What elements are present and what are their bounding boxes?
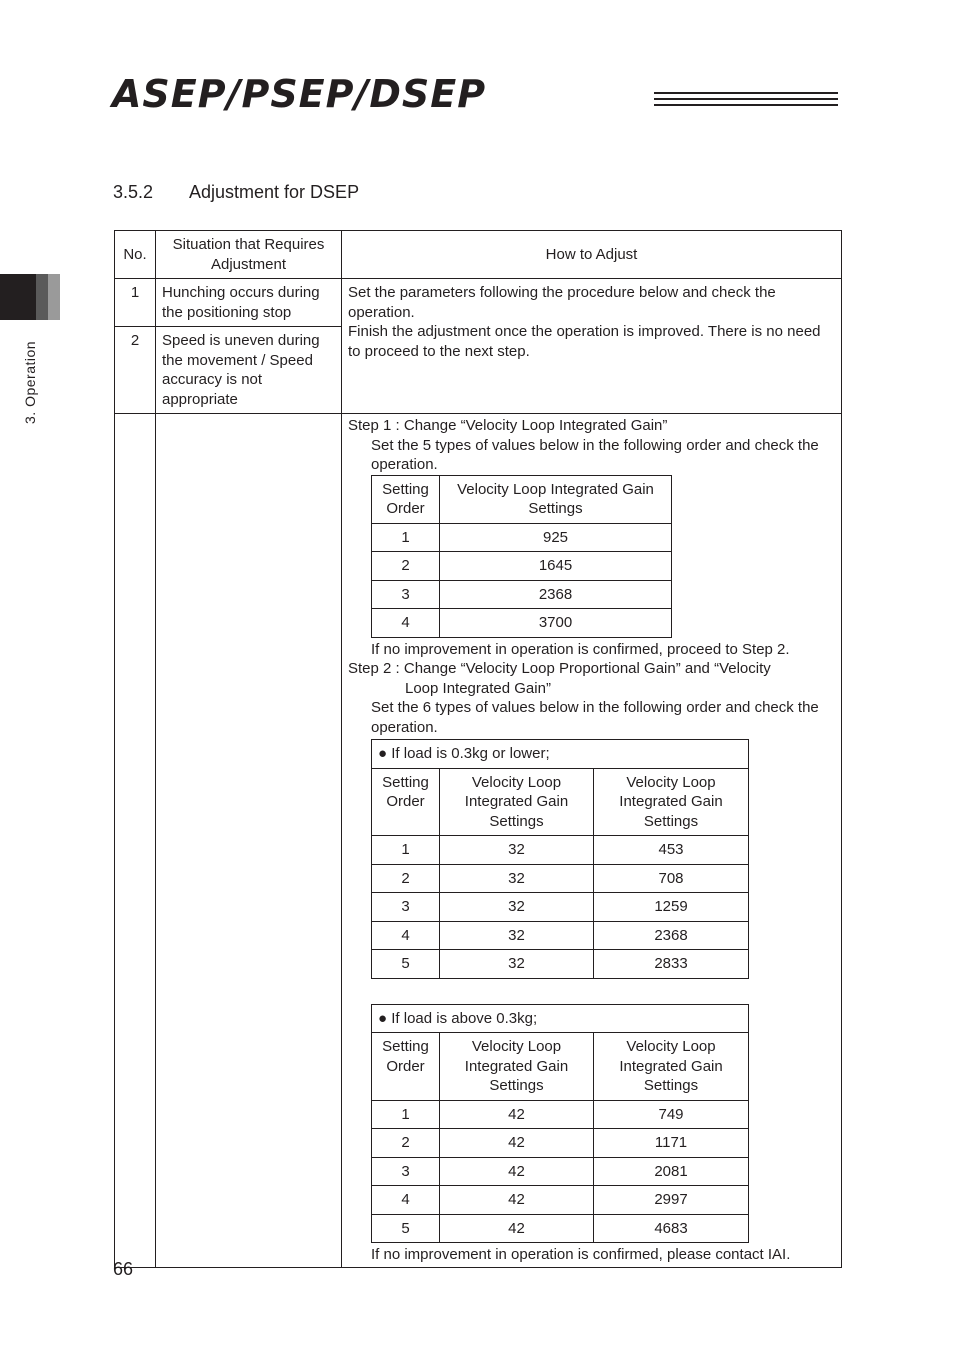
intro-line: Set the parameters following the procedure below and check the operation. bbox=[348, 284, 776, 321]
col-gain-a: Velocity Loop Integrated Gain Settings bbox=[440, 768, 594, 836]
light-load-caption: ● If load is 0.3kg or lower; bbox=[372, 740, 749, 769]
intro-line: Finish the adjustment once the operation is improved. There is no need to proceed to the next step. bbox=[348, 323, 821, 360]
col-setting-order: Setting Order bbox=[372, 768, 440, 836]
table-row: 4 42 2997 bbox=[372, 1186, 749, 1215]
step1-title: Step 1 : Change “Velocity Loop Integrated Gain” bbox=[348, 417, 668, 434]
section-title: Adjustment for DSEP bbox=[189, 182, 360, 202]
step2-heavy-load-table bbox=[371, 1004, 749, 1244]
row-no: 1 bbox=[115, 279, 156, 327]
header-situation: Situation that Requires Adjustment bbox=[156, 231, 342, 279]
table-row: 3 2368 bbox=[372, 580, 672, 609]
table-row: 5 42 4683 bbox=[372, 1214, 749, 1243]
header-no: No. bbox=[115, 231, 156, 279]
header-rule bbox=[654, 98, 838, 100]
heavy-load-caption: ● If load is above 0.3kg; bbox=[372, 1004, 749, 1033]
step2-title: Step 2 : Change “Velocity Loop Proportional Gain” and “Velocity bbox=[348, 660, 771, 677]
col-setting-order: Setting Order bbox=[372, 1033, 440, 1101]
row-situation: Hunching occurs during the positioning stop bbox=[156, 279, 342, 327]
step2-instruction: Set the 6 types of values below in the following order and check the operation. bbox=[371, 699, 819, 736]
row-no: 2 bbox=[115, 327, 156, 414]
step1-followup: If no improvement in operation is confirmed, proceed to Step 2. bbox=[371, 640, 790, 658]
table-row: 2 1645 bbox=[372, 552, 672, 581]
adjust-steps bbox=[342, 414, 842, 1268]
row-situation: Speed is uneven during the movement / Speed accuracy is not appropriate bbox=[156, 327, 342, 414]
table-row: 2 32 708 bbox=[372, 864, 749, 893]
header-rule bbox=[654, 104, 838, 106]
step2-followup: If no improvement in operation is confirmed, please contact IAI. bbox=[371, 1246, 791, 1263]
table-row: 1 32 453 bbox=[372, 836, 749, 865]
col-gain-a: Velocity Loop Integrated Gain Settings bbox=[440, 1033, 594, 1101]
table-row: 1 925 bbox=[372, 523, 672, 552]
table-row: 3 32 1259 bbox=[372, 893, 749, 922]
chapter-tab-label: 3. Operation bbox=[22, 340, 38, 424]
section-number: 3.5.2 bbox=[113, 182, 154, 202]
product-logo bbox=[112, 72, 838, 118]
header-how: How to Adjust bbox=[342, 231, 842, 279]
header-rule bbox=[654, 92, 838, 94]
col-gain-settings: Velocity Loop Integrated Gain Settings bbox=[440, 475, 672, 523]
adjust-intro bbox=[342, 279, 842, 414]
table-row: 2 42 1171 bbox=[372, 1129, 749, 1158]
logo-text: ASEP/PSEP/DSEP bbox=[112, 72, 487, 116]
step2-title-cont: Loop Integrated Gain” bbox=[405, 679, 551, 697]
step1-settings-table bbox=[371, 475, 672, 638]
table-row: 3 42 2081 bbox=[372, 1157, 749, 1186]
step2-light-load-table bbox=[371, 739, 749, 979]
page-number: 66 bbox=[113, 1259, 134, 1279]
table-row: 1 42 749 bbox=[372, 1100, 749, 1129]
adjustment-table bbox=[114, 230, 842, 1268]
table-row: 4 32 2368 bbox=[372, 921, 749, 950]
table-row: 4 3700 bbox=[372, 609, 672, 638]
table-row: 5 32 2833 bbox=[372, 950, 749, 979]
col-gain-b: Velocity Loop Integrated Gain Settings bbox=[594, 768, 749, 836]
col-setting-order: Setting Order bbox=[372, 475, 440, 523]
step1-instruction: Set the 5 types of values below in the following order and check the operation. bbox=[371, 436, 819, 473]
chapter-tab-marker bbox=[0, 274, 60, 320]
col-gain-b: Velocity Loop Integrated Gain Settings bbox=[594, 1033, 749, 1101]
